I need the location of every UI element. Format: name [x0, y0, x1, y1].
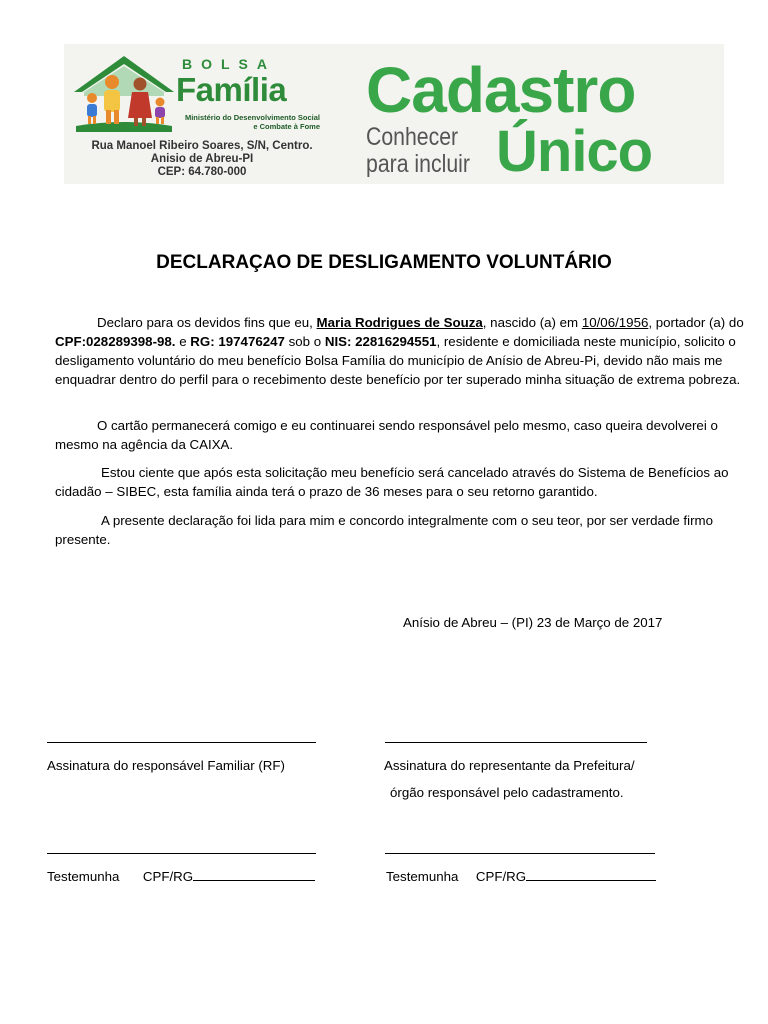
- p3-text: Estou ciente que após esta solicitação meu benefício será cancelado através do Sistema de Benefícios ao cidadão – SIBEC, esta família ainda terá o prazo de 36 meses para o seu retorno garantido.: [55, 465, 729, 499]
- witness-2-cpf-blank: [526, 870, 656, 881]
- bolsa-familia-house-logo-icon: [70, 52, 178, 134]
- witness-1-cpf-label: CPF/RG: [142, 869, 194, 884]
- p1-text-5: sob o: [284, 334, 325, 349]
- familia-wordmark: Família: [176, 71, 287, 108]
- witness-2-title: Testemunha: [386, 869, 459, 884]
- witness-1-cpf-blank: [193, 870, 315, 881]
- declarant-name: Maria Rodrigues de Souza: [316, 315, 483, 330]
- witness-2-label: [386, 869, 656, 884]
- paragraph-declaration: [55, 313, 747, 389]
- signature-line-prefeitura: [385, 742, 647, 743]
- p4-text: A presente declaração foi lida para mim e concordo integralmente com o seu teor, por ser verdade firmo presente.: [55, 513, 713, 547]
- address-street: Rua Manoel Ribeiro Soares, S/N, Centro.: [91, 140, 313, 152]
- birth-date: 10/06/1956: [581, 315, 649, 330]
- cpf-value: CPF:028289398-98.: [55, 334, 176, 349]
- rg-value: RG: 197476247: [190, 334, 285, 349]
- place-and-date: Anísio de Abreu – (PI) 23 de Março de 2017: [403, 615, 663, 630]
- witness-2-cpf-label: CPF/RG: [475, 869, 527, 884]
- ministry-line-1: Ministério do Desenvolvimento Social: [184, 113, 320, 122]
- signature-line-family: [47, 742, 316, 743]
- cadastro-wordmark: Cadastro: [366, 54, 636, 126]
- witness-1-title: Testemunha: [47, 869, 120, 884]
- document-title: DECLARAÇAO DE DESLIGAMENTO VOLUNTÁRIO: [156, 252, 612, 273]
- paragraph-agreement: [55, 511, 747, 549]
- signature-label-prefeitura-1: Assinatura do representante da Prefeitura/: [384, 758, 635, 773]
- paragraph-awareness: [55, 463, 747, 501]
- signature-label-prefeitura-2: órgão responsável pelo cadastramento.: [390, 785, 624, 800]
- p2-text: O cartão permanecerá comigo e eu continuarei sendo responsável pelo mesmo, caso queira devolverei o mesmo na agência da CAIXA.: [55, 418, 718, 452]
- nis-value: NIS: 22816294551: [324, 334, 437, 349]
- p1-text-6: , residente e domiciliada neste município, solicito o desligamento voluntário do meu benefício Bolsa Família do município de Anísio de Abreu-Pi, devido não mais me enquadrar dentro do perfil para o recebimento deste benefício por ter superado minha situação de extrema pobreza.: [55, 334, 741, 387]
- p1-text-4: e: [175, 334, 191, 349]
- slogan-line-2: para incluir: [366, 150, 470, 178]
- slogan-line-1: Conhecer: [366, 123, 459, 151]
- ministry-name: [178, 113, 320, 131]
- header-banner: [64, 44, 724, 184]
- signature-line-witness-1: [47, 853, 316, 854]
- cadastro-slogan: [366, 124, 470, 178]
- p1-text-2: , nascido (a) em: [482, 315, 582, 330]
- witness-1-label: [47, 869, 315, 884]
- signature-label-family: Assinatura do responsável Familiar (RF): [47, 758, 285, 773]
- address-city: Anisio de Abreu-PI: [150, 153, 254, 165]
- p1-text-3: , portador (a) do: [648, 315, 744, 330]
- office-address: [72, 140, 332, 179]
- bolsa-wordmark: BOLSA: [182, 56, 276, 72]
- address-cep: CEP: 64.780-000: [157, 166, 247, 178]
- unico-wordmark: Único: [496, 119, 653, 184]
- signature-line-witness-2: [385, 853, 655, 854]
- p1-text-1: Declaro para os devidos fins que eu,: [97, 315, 317, 330]
- ministry-line-2: e Combate à Fome: [253, 122, 320, 131]
- paragraph-card: [55, 416, 747, 454]
